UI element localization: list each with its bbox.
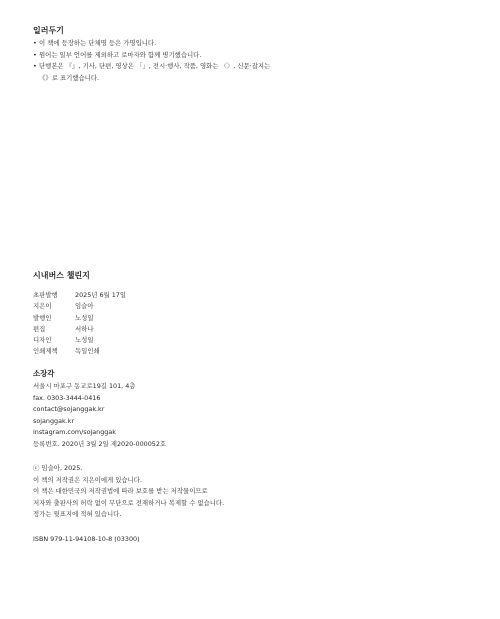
publisher-website: sojanggak.kr [33,416,75,425]
publisher-fax: fax. 0303-3444-0416 [33,393,101,402]
credit-value: 노성일 [75,313,94,322]
bullet-icon: • [33,62,37,71]
credit-key: 인쇄제책 [33,347,58,356]
publisher-registration: 등록번호. 2020년 3월 2일 제2020-000052호 [33,439,167,448]
copyright-line: 저자와 출판사의 허락 없이 무단으로 전재하거나 복제할 수 없습니다. [33,498,225,507]
credit-value: 2025년 6월 17일 [75,291,127,299]
bullet-icon: • [33,50,37,59]
note-text: 원어는 일부 언어를 제외하고 로마자와 함께 병기했습니다. [39,50,202,59]
credits-table [33,290,126,358]
copyright-section [33,463,224,521]
publisher-instagram: instagram.com/sojanggak [33,428,116,436]
isbn: ISBN 979-11-94108-10-8 (03300) [33,535,140,543]
credit-row [33,324,126,335]
credit-row [33,335,126,346]
notes-heading: 일러두기 [33,26,64,35]
publisher-name: 소장각 [33,369,55,378]
credit-value: 독일인쇄 [75,347,100,356]
note-text: 이 책에 등장하는 단체명 등은 가명입니다. [39,39,157,47]
publisher-address: 서울시 마포구 동교로19길 101, 4층 [33,382,136,390]
credit-value: 노성일 [75,336,94,345]
credit-value: 임슬아 [75,302,94,311]
copyright-line: 이 책의 저작권은 지은이에게 있습니다. [33,475,142,484]
note-text: 단행본은 『』, 기사, 단편, 영상은 「」, 전시·행사, 작품, 영화는 〈〉, 신문·잡지는 [39,62,271,71]
publisher-section [33,369,166,450]
notes-list [33,38,270,73]
credit-key: 디자인 [33,336,52,345]
copyright-line: 이 책은 대한민국의 저작권법에 따라 보호를 받는 저작물이므로 [33,487,208,496]
list-item [33,38,270,50]
credit-value: 서하나 [75,324,94,333]
notes-section [33,26,270,84]
credit-row [33,313,126,324]
note-continuation: 《》로 표기했습니다. [39,73,100,82]
credit-key: 지은이 [33,302,52,311]
list-item [33,50,270,62]
bullet-icon: • [33,39,37,47]
credit-key: 편집 [33,324,46,333]
credit-key: 초판발행 [33,291,58,299]
book-title: 시내버스 챌린지 [33,271,90,280]
credit-row [33,346,126,357]
credit-row [33,290,126,301]
list-item [33,61,270,73]
publisher-email: contact@sojanggak.kr [33,405,105,413]
copyright-line: ⓒ 임슬아, 2025. [33,464,83,472]
credit-key: 발행인 [33,313,52,322]
copyright-line: 정가는 뒷표지에 적혀 있습니다. [33,510,122,519]
credit-row [33,301,126,312]
